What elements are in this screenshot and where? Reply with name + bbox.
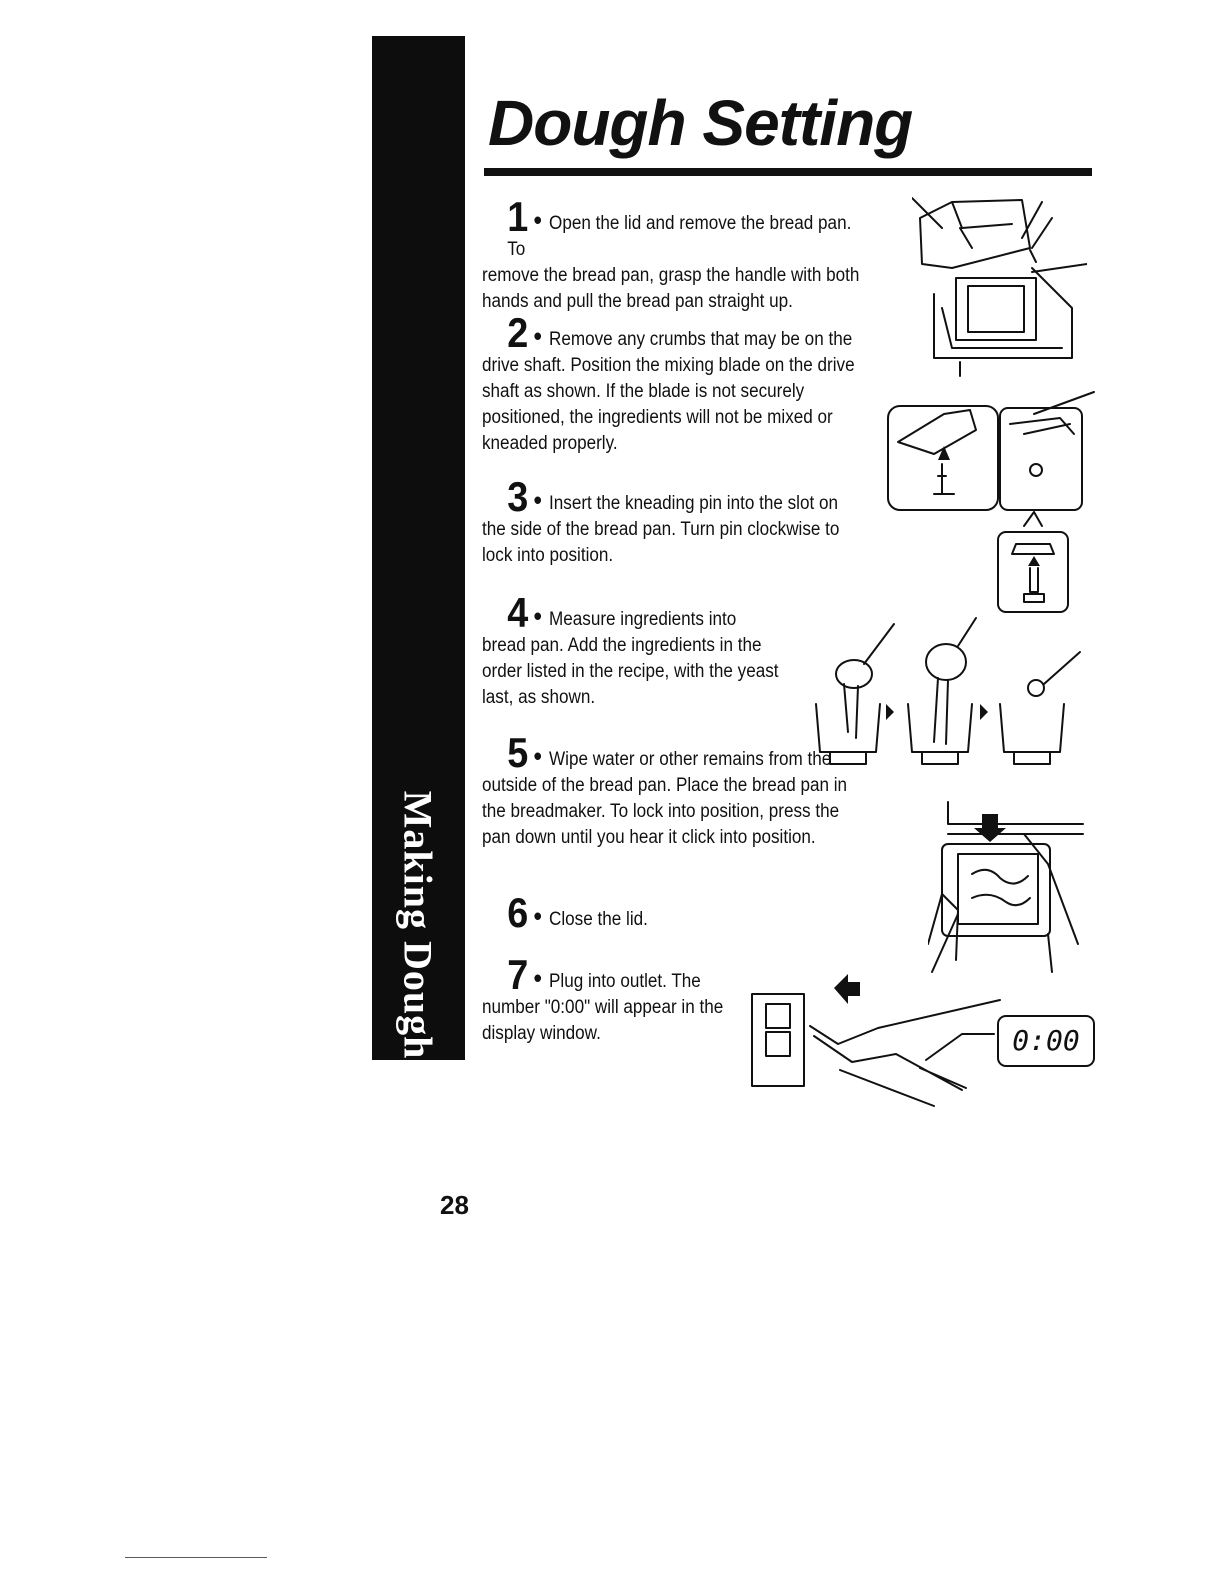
step-text: the side of the bread pan. Turn pin clockwise to lock into position. bbox=[482, 519, 840, 566]
title-rule bbox=[484, 168, 1092, 176]
page-number: 28 bbox=[440, 1190, 469, 1220]
step-number: 5 bbox=[507, 729, 529, 776]
step-number: 3 bbox=[507, 473, 529, 520]
step-text: bread pan. Add the ingredients in the order listed in the recipe, with the yeast last, as shown. bbox=[482, 635, 779, 708]
step-lead-text: Open the lid and remove the bread pan. To bbox=[507, 213, 852, 260]
step-number: 6 bbox=[507, 889, 529, 936]
step-7: 7 • Plug into outlet. The number "0:00" will appear in the display window. bbox=[482, 951, 724, 1044]
step-6: 6 • Close the lid. bbox=[507, 889, 648, 936]
step-2: 2 • Remove any crumbs that may be on the drive shaft. Position the mixing blade on the drive shaft as shown. If the blade is not securely positioned, the ingredients will not be mixed or kneaded properly. bbox=[482, 309, 855, 454]
step-text: from the outside of the bread pan. Place the bread pan in the breadmaker. To lock into position, press the pan down until you hear it click into position. bbox=[482, 749, 848, 848]
step-lead-text: Measure ingredients into bbox=[549, 609, 737, 630]
plug-outlet-illustration bbox=[748, 970, 1100, 1110]
step-lead-text: Insert the kneading pin into the slot on bbox=[549, 493, 839, 514]
step-lead-text: Wipe water or other remains bbox=[549, 749, 764, 770]
step-text: remove the bread pan, grasp the handle with both hands and pull the bread pan straight up. bbox=[482, 265, 860, 312]
mixing-blade-illustration bbox=[884, 384, 1104, 524]
remove-pan-illustration bbox=[912, 188, 1087, 388]
footer-rule bbox=[125, 1557, 267, 1558]
step-number: 2 bbox=[507, 309, 529, 356]
step-lead-text: Remove any crumbs that may be on the bbox=[549, 329, 853, 350]
step-number: 4 bbox=[507, 589, 529, 636]
add-ingredients-illustration bbox=[808, 612, 1088, 772]
step-number: 7 bbox=[507, 951, 529, 998]
page-title: Dough Setting bbox=[488, 87, 913, 159]
step-1: 1 • Open the lid and remove the bread pan. To remove the bread pan, grasp the handle with both hands and pull the bread pan straight up. bbox=[482, 193, 860, 312]
step-text: number "0:00" will appear in the display window. bbox=[482, 997, 724, 1044]
display-reading: 0:00 bbox=[1012, 1024, 1080, 1057]
step-5: 5 • Wipe water or other remains from the outside of the bread pan. Place the bread pan in the breadmaker. To lock into position, press the pan down until you hear it click into position. bbox=[482, 729, 848, 848]
step-number: 1 bbox=[507, 193, 529, 240]
step-lead-text: Close the lid. bbox=[549, 909, 648, 930]
side-tab-label: Making Dough bbox=[395, 790, 441, 1060]
step-lead-text: Plug into outlet. The bbox=[549, 971, 701, 992]
insert-pan-illustration bbox=[928, 794, 1088, 974]
step-text: drive shaft. Position the mixing blade on the drive shaft as shown. If the blade is not securely positioned, the ingredients will not be mixed or kneaded properly. bbox=[482, 355, 855, 454]
step-3: 3 • Insert the kneading pin into the slot on the side of the bread pan. Turn pin clockwise to lock into position. bbox=[482, 473, 840, 566]
kneading-pin-illustration bbox=[994, 508, 1074, 618]
step-4: 4 • Measure ingredients into bread pan. Add the ingredients in the order listed in the recipe, with the yeast last, as shown. bbox=[482, 589, 779, 708]
